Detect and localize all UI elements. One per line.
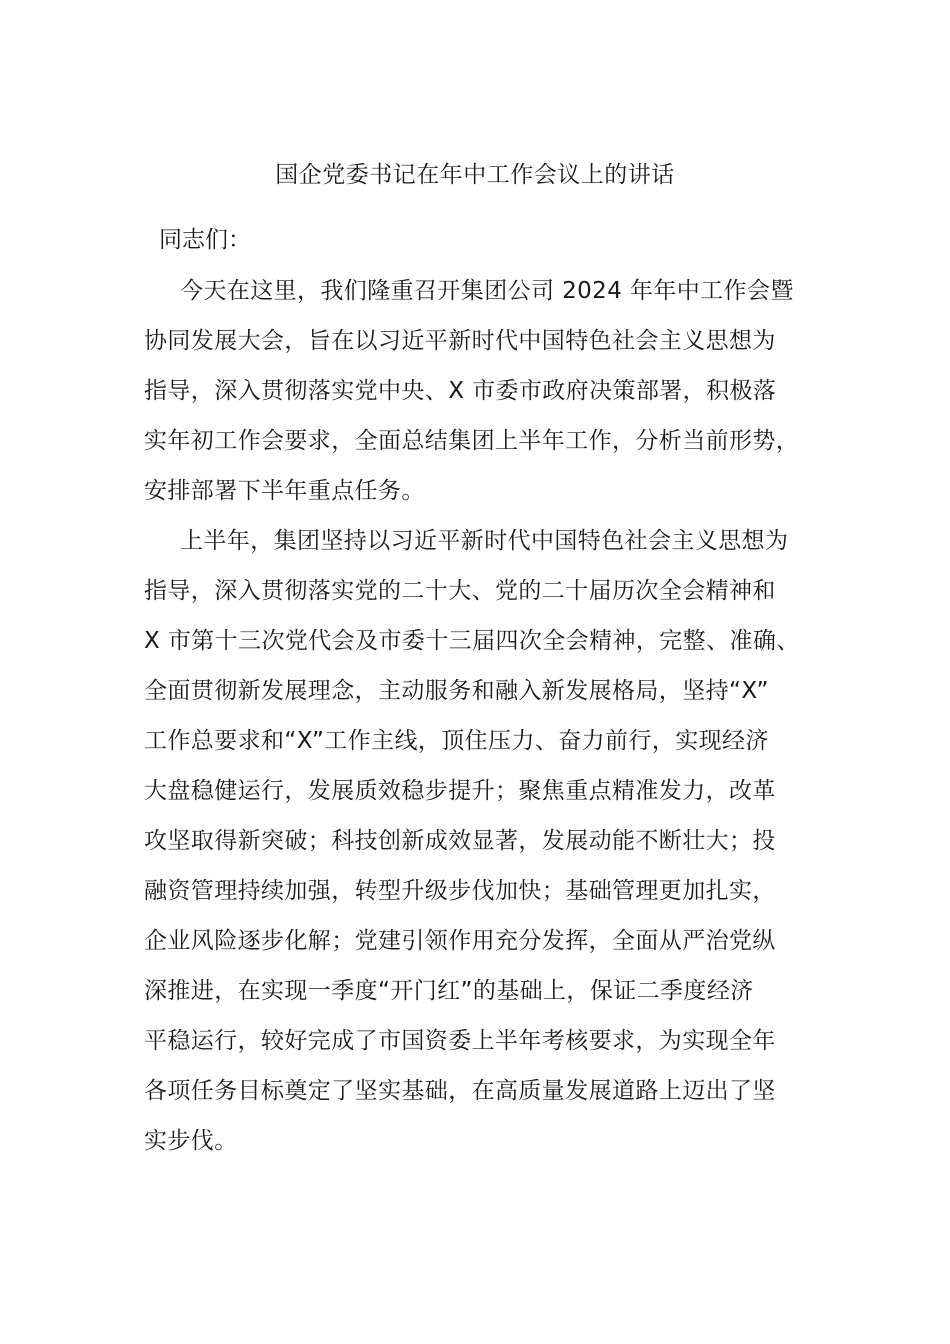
paragraph-line: 协同发展大会，旨在以习近平新时代中国特色社会主义思想为: [144, 328, 776, 354]
document-body: [144, 266, 824, 1166]
paragraph-line: 实步伐。: [144, 1128, 238, 1154]
paragraph-line: 工作总要求和“X”工作主线，顶住压力、奋力前行，实现经济: [144, 728, 769, 754]
paragraph-line: 全面贯彻新发展理念，主动服务和融入新发展格局，坚持“X”: [144, 678, 769, 704]
salutation: 同志们：: [159, 227, 251, 253]
paragraph-line: 指导，深入贯彻落实党中央、X 市委市政府决策部署，积极落: [144, 378, 777, 404]
paragraph-line: 安排部署下半年重点任务。: [144, 478, 425, 504]
paragraph-line: 深推进，在实现一季度“开门红”的基础上，保证二季度经济: [144, 978, 754, 1004]
paragraph-1: [144, 266, 824, 516]
document-title: 国企党委书记在年中工作会议上的讲话: [275, 162, 675, 188]
paragraph-line: 指导，深入贯彻落实党的二十大、党的二十届历次全会精神和: [144, 578, 776, 604]
paragraph-line: 今天在这里，我们隆重召开集团公司 2024 年年中工作会暨: [180, 278, 794, 304]
paragraph-line: 实年初工作会要求，全面总结集团上半年工作，分析当前形势，: [144, 428, 800, 454]
paragraph-line: X 市第十三次党代会及市委十三届四次全会精神，完整、准确、: [144, 628, 800, 654]
paragraph-line: 融资管理持续加强，转型升级步伐加快；基础管理更加扎实，: [144, 878, 776, 904]
paragraph-line: 平稳运行，较好完成了市国资委上半年考核要求，为实现全年: [144, 1028, 776, 1054]
paragraph-line: 企业风险逐步化解；党建引领作用充分发挥，全面从严治党纵: [144, 928, 776, 954]
paragraph-line: 攻坚取得新突破；科技创新成效显著，发展动能不断壮大；投: [144, 828, 776, 854]
paragraph-2: [144, 516, 824, 1166]
paragraph-line: 大盘稳健运行，发展质效稳步提升；聚焦重点精准发力，改革: [144, 778, 776, 804]
paragraph-line: 各项任务目标奠定了坚实基础，在高质量发展道路上迈出了坚: [144, 1078, 776, 1104]
paragraph-line: 上半年，集团坚持以习近平新时代中国特色社会主义思想为: [180, 528, 789, 554]
